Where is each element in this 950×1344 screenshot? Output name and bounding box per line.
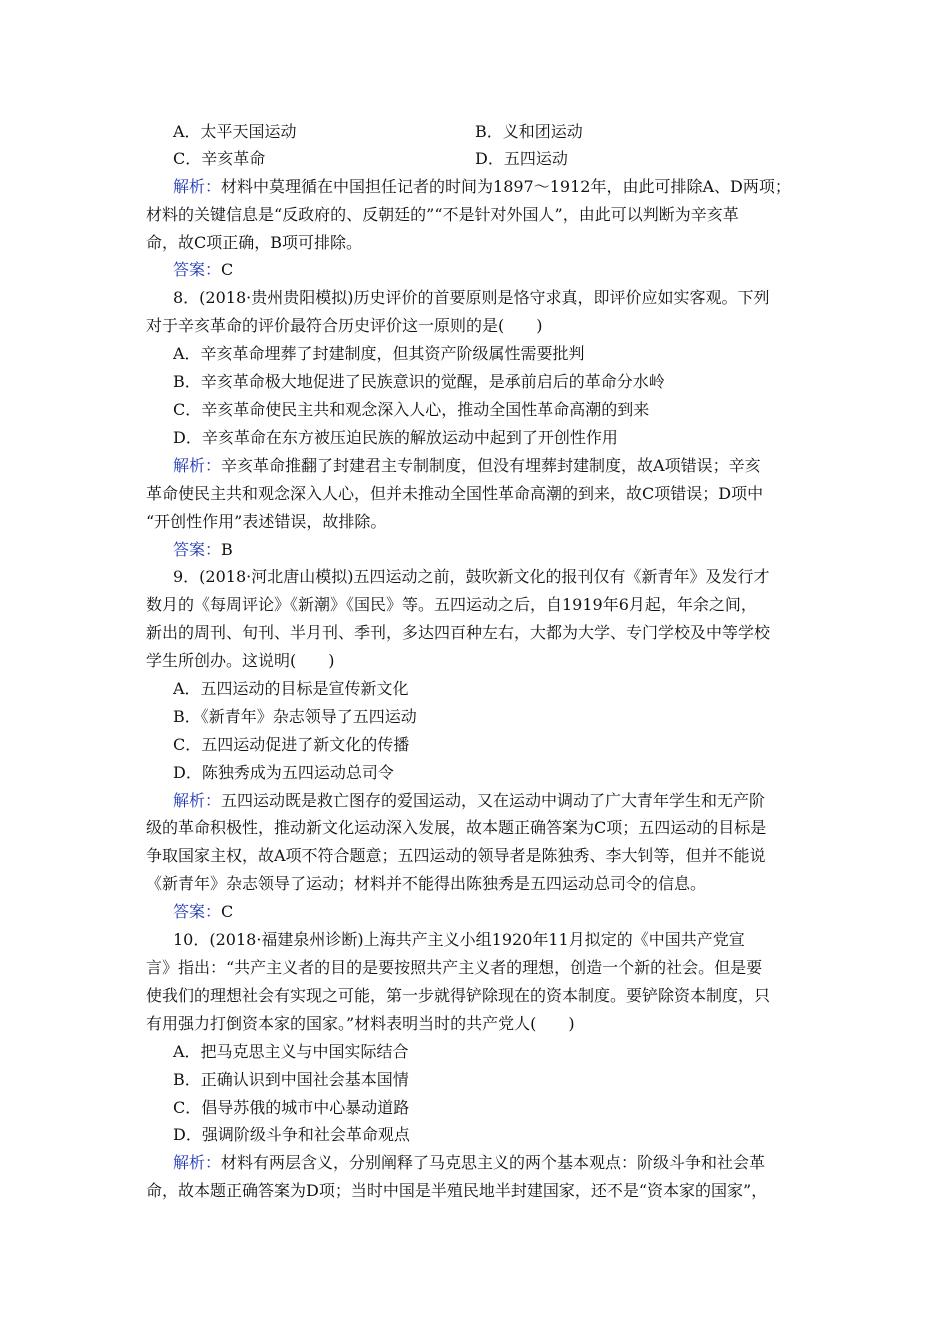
q7-option-a: A．太平天国运动 xyxy=(173,122,297,141)
q9-stem-line: 学生所创办。这说明( ) xyxy=(146,651,335,670)
analysis-label: 解析： xyxy=(173,177,222,196)
q9-answer: 答案：C xyxy=(173,902,234,921)
q9-analysis-line: 《新青年》杂志领导了运动；材料并不能得出陈独秀是五四运动总司令的信息。 xyxy=(146,874,707,893)
analysis-label: 解析： xyxy=(173,1153,222,1172)
answer-label: 答案： xyxy=(173,902,222,921)
q7-analysis-line: 材料的关键信息是“反政府的、反朝廷的”“不是针对外国人”，由此可以判断为辛亥革 xyxy=(146,205,739,224)
q8-stem-line: 对于辛亥革命的评价最符合历史评价这一原则的是( ) xyxy=(146,316,543,335)
q9-option-b: B．《新青年》杂志领导了五四运动 xyxy=(173,707,417,726)
q9-option-d: D．陈独秀成为五四运动总司令 xyxy=(173,763,394,782)
q10-option-c: C．倡导苏俄的城市中心暴动道路 xyxy=(173,1098,410,1117)
q8-analysis-line: 革命使民主共和观念深入人心，但并未推动全国性革命高潮的到来，故C项错误；D项中 xyxy=(146,484,764,503)
q10-stem-line: 使我们的理想社会有实现之可能，第一步就得铲除现在的资本制度。要铲除资本制度，只 xyxy=(146,986,771,1005)
q9-analysis-line: 争取国家主权，故A项不符合题意；五四运动的领导者是陈独秀、李大钊等，但并不能说 xyxy=(146,846,766,865)
q10-option-d: D．强调阶级斗争和社会革命观点 xyxy=(173,1125,410,1144)
q9-option-a: A．五四运动的目标是宣传新文化 xyxy=(173,679,409,698)
q9-analysis-line: 级的革命积极性，推动新文化运动深入发展，故本题正确答案为C项；五四运动的目标是 xyxy=(146,818,767,837)
q8-stem-line: 8．(2018·贵州贵阳模拟)历史评价的首要原则是恪守求真，即评价应如实客观。下列 xyxy=(173,288,770,307)
q9-analysis-line: 解析：五四运动既是救亡图存的爱国运动，又在运动中调动了广大青年学生和无产阶 xyxy=(173,791,766,810)
q8-analysis-line: “开创性作用”表述错误，故排除。 xyxy=(146,512,387,531)
q7-analysis-line: 解析：材料中莫理循在中国担任记者的时间为1897～1912年，由此可排除A、D两项； xyxy=(173,177,791,196)
q9-option-c: C．五四运动促进了新文化的传播 xyxy=(173,735,410,754)
q10-option-a: A．把马克思主义与中国实际结合 xyxy=(173,1042,409,1061)
q8-analysis-line: 解析：辛亥革命推翻了封建君主专制制度，但没有埋葬封建制度，故A项错误；辛亥 xyxy=(173,456,761,475)
analysis-label: 解析： xyxy=(173,791,222,810)
q10-analysis-line: 解析：材料有两层含义，分别阐释了马克思主义的两个基本观点：阶级斗争和社会革 xyxy=(173,1153,766,1172)
q7-option-c: C．辛亥革命 xyxy=(173,149,266,168)
q10-analysis-line: 命，故本题正确答案为D项；当时中国是半殖民地半封建国家，还不是“资本家的国家”， xyxy=(146,1181,768,1200)
q10-stem-line: 言》指出：“共产主义者的目的是要按照共产主义者的理想，创造一个新的社会。但是要 xyxy=(146,958,763,977)
q8-option-a: A．辛亥革命埋葬了封建制度，但其资产阶级属性需要批判 xyxy=(173,344,585,363)
analysis-label: 解析： xyxy=(173,456,222,475)
q9-stem-line: 新出的周刊、旬刊、半月刊、季刊，多达四百种左右，大都为大学、专门学校及中等学校 xyxy=(146,623,771,642)
q9-stem-line: 数月的《每周评论》《新潮》《国民》等。五四运动之后，自1919年6月起，年余之间， xyxy=(146,595,757,614)
q10-stem-line: 10．(2018·福建泉州诊断)上海共产主义小组1920年11月拟定的《中国共产党宣 xyxy=(173,930,745,949)
q9-stem-line: 9．(2018·河北唐山模拟)五四运动之前，鼓吹新文化的报刊仅有《新青年》及发行才 xyxy=(173,567,770,586)
q8-option-c: C．辛亥革命使民主共和观念深入人心，推动全国性革命高潮的到来 xyxy=(173,400,650,419)
q7-analysis-line: 命，故C项正确，B项可排除。 xyxy=(146,233,363,252)
q8-answer: 答案：B xyxy=(173,540,233,559)
q8-option-b: B．辛亥革命极大地促进了民族意识的觉醒，是承前启后的革命分水岭 xyxy=(173,372,665,391)
q10-stem-line: 有用强力打倒资本家的国家。”材料表明当时的共产党人( ) xyxy=(146,1014,575,1033)
q7-option-b: B．义和团运动 xyxy=(475,122,583,141)
answer-label: 答案： xyxy=(173,540,222,559)
answer-label: 答案： xyxy=(173,260,222,279)
q10-option-b: B．正确认识到中国社会基本国情 xyxy=(173,1070,409,1089)
q7-answer: 答案：C xyxy=(173,260,234,279)
q8-option-d: D．辛亥革命在东方被压迫民族的解放运动中起到了开创性作用 xyxy=(173,428,618,447)
q7-option-d: D．五四运动 xyxy=(475,149,568,168)
